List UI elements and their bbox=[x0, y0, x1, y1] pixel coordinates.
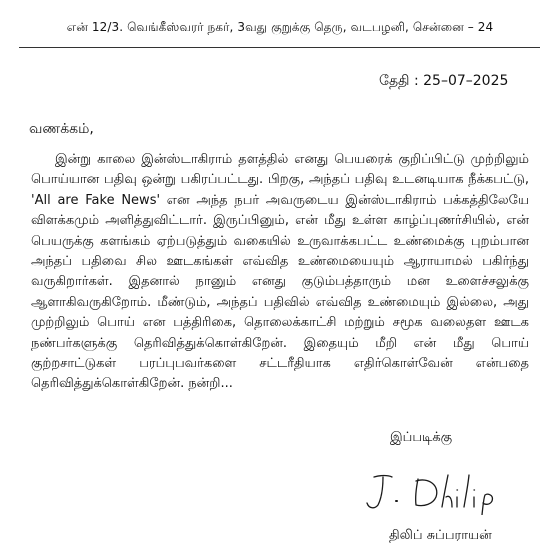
salutation: வணக்கம், bbox=[29, 121, 94, 137]
closing-phrase: இப்படிக்கு bbox=[390, 430, 453, 445]
handwritten-signature bbox=[356, 467, 516, 515]
letterhead-divider bbox=[19, 47, 540, 48]
letterhead-address: என் 12/3. வெங்கீஸ்வரர் நகர், 3வது குறுக்கு தெரு, வடபழனி, சென்னை – 24 bbox=[66, 20, 494, 34]
letter-date: தேதி : 25–07–2025 bbox=[379, 73, 509, 89]
letter-body bbox=[31, 150, 529, 395]
signer-name: திலிப் சுப்பராயன் bbox=[389, 528, 492, 543]
letter-body-paragraph: இன்று காலை இன்ஸ்டாகிராம் தளத்தில் எனது பெயரைக் குறிப்பிட்டு முற்றிலும் பொய்யான பதிவு ஒன்று பகிரப்பட்டது. பிறகு, அந்தப் பதிவு உடனடியாக நீக்கபட்டு, 'All are Fake News' என அந்த நபர் அவருடைய இன்ஸ்டாகிராம் பக்கத்திலேயே விளக்கமும் அளித்துவிட்டார். இருப்பினும், என் மீது உள்ள காழ்ப்புணர்சியில், என் பெயருக்கு களங்கம் ஏற்படுத்தும் வகையில் உருவாக்கபட்ட உண்மைக்கு புறம்பான அந்தப் பதிவை சில ஊடகங்கள் எவ்வித உண்மையையும் ஆராயாமல் பகிர்ந்து வருகிறார்கள். இதனால் நானும் எனது குடும்பத்தாரும் மன உளைச்சலுக்கு ஆளாகிவருகிறோம். மீண்டும், அந்தப் பதிவில் எவ்வித உண்மையும் இல்லை, அது முற்றிலும் பொய் என பத்திரிகை, தொலைக்காட்சி மற்றும் சமூக வலைதள ஊடக நண்பர்களுக்கு தெரிவித்துக்கொள்கிறேன். இதையும் மீறி என் மீது பொய் குற்றசாட்டுகள் பரப்புபவர்களை சட்டரீதியாக எதிர்கொள்வேன் என்பதை தெரிவித்துக்கொள்கிறேன். நன்றி... bbox=[31, 152, 529, 392]
